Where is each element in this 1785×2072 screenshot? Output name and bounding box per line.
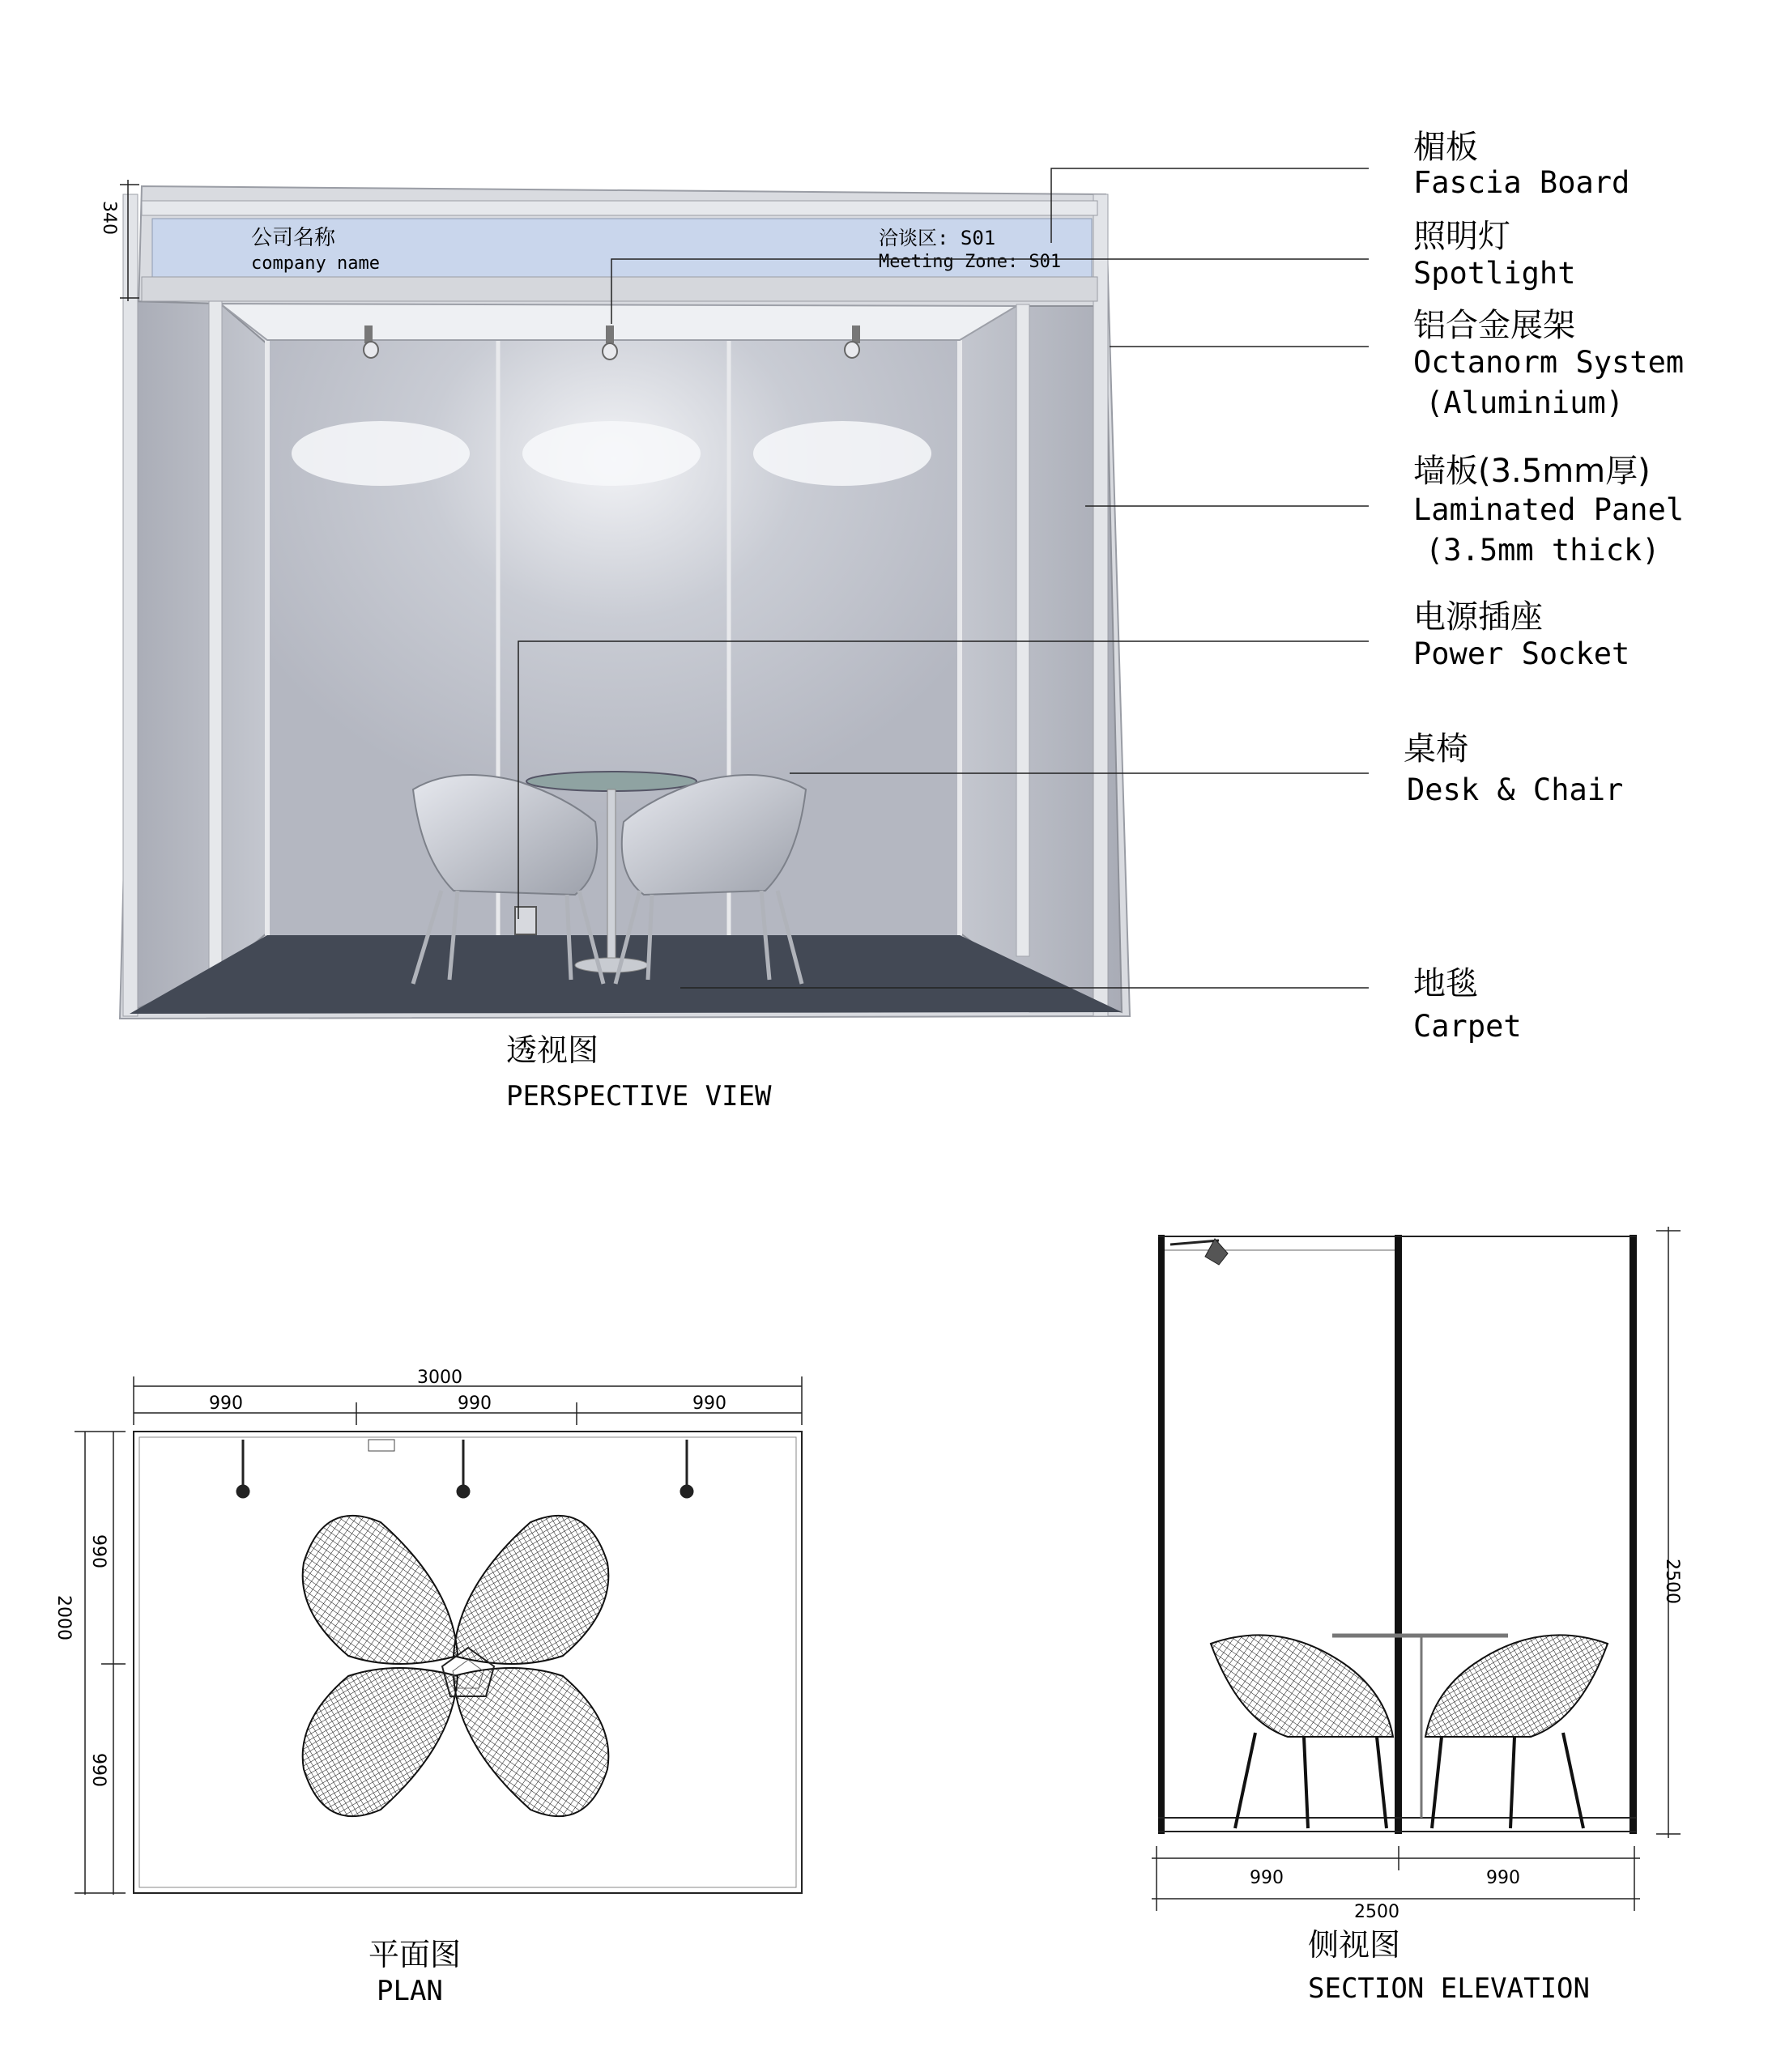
perspective-title-cn: 透视图 [506,1032,599,1068]
callout-spotlight-en: Spotlight [1413,256,1576,291]
plan-chairs [303,1516,609,1816]
section-dim-total: 2500 [1354,1902,1399,1922]
plan-dim-depth1: 990 [88,1534,109,1568]
callout-panel-en2: (3.5mm thick) [1425,533,1660,568]
section-title-en: SECTION ELEVATION [1308,1972,1590,2005]
section-elevation-view [1152,1227,1682,2005]
plan-dim-depth: 2000 [53,1595,74,1640]
callout-spotlight-cn: 照明灯 [1413,218,1510,255]
callout-desk-cn: 桌椅 [1404,730,1468,768]
fascia-zone-en: Meeting Zone: S01 [879,252,1062,272]
section-dim-seg1: 990 [1250,1868,1284,1888]
plan-dim-seg1: 990 [209,1393,243,1414]
section-dim-height: 2500 [1662,1559,1682,1604]
power-socket-icon [369,1440,394,1451]
plan-dim-total: 3000 [417,1368,462,1388]
callout-panel-cn: 墙板(3.5mm厚) [1413,453,1651,490]
callout-octanorm-en: Octanorm System [1413,345,1685,380]
callout-socket-en: Power Socket [1413,636,1630,671]
plan-title-cn: 平面图 [369,1937,462,1972]
plan-outline [134,1432,802,1893]
plan-chair [303,1668,458,1816]
callout-carpet-en: Carpet [1413,1009,1522,1044]
perspective-title-en: PERSPECTIVE VIEW [506,1080,772,1113]
fascia-company-cn: 公司名称 [251,226,336,250]
spot-glow-3 [753,421,931,486]
section-chair-left [1211,1635,1393,1828]
plan-dim-depth2: 990 [88,1753,109,1787]
section-dim-seg2: 990 [1486,1868,1520,1888]
section-chair-right [1425,1635,1608,1828]
fascia-zone-cn: 洽谈区: S01 [879,227,996,249]
perspective-view [99,180,1130,1113]
callout-fascia-en: Fascia Board [1413,165,1630,200]
callout-octanorm-cn: 铝合金展架 [1413,307,1575,344]
section-post [1395,1235,1402,1834]
section-dimensions [1152,1227,1681,1911]
plan-dim-seg2: 990 [458,1393,492,1414]
left-side-wall [130,301,267,1012]
plan-spotlights [237,1440,692,1497]
section-post [1630,1235,1637,1834]
plan-chair [454,1668,608,1816]
callout-socket-cn: 电源插座 [1413,598,1543,636]
plan-title-en: PLAN [377,1975,443,2007]
plan-view [53,1368,802,2007]
plan-chair [303,1516,458,1664]
callout-carpet-cn: 地毯 [1413,965,1478,1002]
spotlight-icon [1170,1239,1228,1265]
section-post [1158,1235,1165,1834]
callout-panel-en: Laminated Panel [1413,492,1685,527]
fascia-company-en: company name [251,253,380,274]
callout-labels [1404,129,1684,1044]
spot-glow-1 [292,421,470,486]
plan-dim-seg3: 990 [692,1393,726,1414]
spot-glow-2 [522,421,701,486]
plan-chair [454,1516,608,1664]
callout-desk-en: Desk & Chair [1407,772,1624,807]
callout-octanorm-en2: (Aluminium) [1425,385,1625,420]
dim-fascia: 340 [99,201,119,235]
callout-fascia-cn: 楣板 [1413,129,1478,166]
section-title-cn: 侧视图 [1308,1927,1401,1963]
